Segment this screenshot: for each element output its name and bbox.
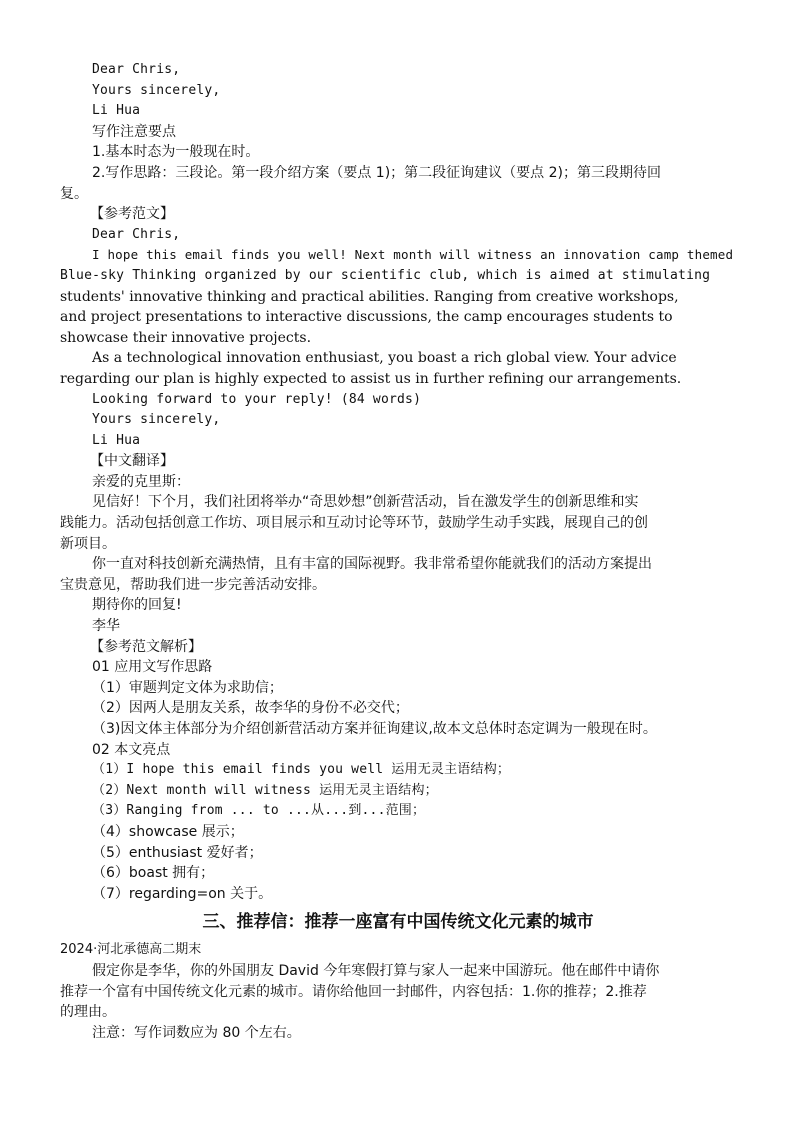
tips-title: 写作注意要点 <box>92 123 176 140</box>
highlight-item: （5）enthusiast 爱好者； <box>92 844 263 861</box>
sample-signoff: Yours sincerely, <box>92 412 221 428</box>
translation-closing: 期待你的回复! <box>92 597 182 614</box>
translation-p2-line-2: 宝贵意见，帮助我们进一步完善活动安排。 <box>60 576 326 593</box>
analysis-item: （1）审题判定文体为求助信； <box>92 679 283 696</box>
analysis-section-2-title: 02 本文亮点 <box>92 741 171 758</box>
sample-p1-line-1: I hope this email finds you well! Next month will witness an innovation camp themed <box>92 247 734 263</box>
section-3-heading: 三、推荐信：推荐一座富有中国传统文化元素的城市 <box>202 912 594 933</box>
task-note: 注意：写作词数应为 80 个左右。 <box>92 1024 301 1041</box>
highlight-item: （2）Next month will witness 运用无灵主语结构； <box>92 782 438 798</box>
exam-source: 2024·河北承德高二期末 <box>60 942 202 958</box>
highlight-item: （3）Ranging from ... to ...从...到...范围； <box>92 803 426 819</box>
sample-closing: Looking forward to your reply! (84 words) <box>92 391 422 407</box>
translation-label: 【中文翻译】 <box>90 453 174 470</box>
letter-greeting: Dear Chris, <box>92 62 181 77</box>
translation-p1-line-2: 践能力。活动包括创意工作坊、项目展示和互动讨论等环节，鼓励学生动手实践，展现自己的创 <box>60 515 648 532</box>
task-line-3: 的理由。 <box>60 1004 116 1021</box>
highlight-item: （7）regarding=on 关于。 <box>92 885 273 902</box>
analysis-item: （2）因两人是朋友关系，故李华的身份不必交代； <box>92 700 409 717</box>
analysis-item: （3)因文体主体部分为介绍创新营活动方案并征询建议,故本文总体时态定调为一般现在时。 <box>92 721 657 737</box>
sample-signature: Li Hua <box>92 432 141 448</box>
analysis-section-1-title: 01 应用文写作思路 <box>92 659 213 676</box>
sample-greeting: Dear Chris, <box>92 226 181 242</box>
sample-p2-line-2: regarding our plan is highly expected to assist us in further refining our arrangements. <box>60 370 682 387</box>
highlight-item: （4）showcase 展示； <box>92 823 244 840</box>
translation-p1-line-3: 新项目。 <box>60 535 116 552</box>
sample-p1-line-3: students' innovative thinking and practical abilities. Ranging from creative workshops, <box>60 288 679 305</box>
highlight-item: （1）I hope this email finds you well 运用无灵主语结构； <box>92 762 511 778</box>
sample-p1-line-2: Blue-sky Thinking organized by our scientific club, which is aimed at stimulating <box>60 267 711 283</box>
tip-2-line-1: 2.写作思路：三段论。第一段介绍方案（要点 1)；第二段征询建议（要点 2)；第三段期待回 <box>92 164 661 181</box>
tip-1: 1.基本时态为一般现在时。 <box>92 144 260 161</box>
letter-signoff: Yours sincerely, <box>92 82 221 98</box>
sample-label: 【参考范文】 <box>90 206 174 223</box>
letter-signature: Li Hua <box>92 103 141 119</box>
document-page <box>60 60 736 1043</box>
task-line-1: 假定你是李华，你的外国朋友 David 今年寒假打算与家人一起来中国游玩。他在邮件中请你 <box>92 962 660 979</box>
translation-greeting: 亲爱的克里斯： <box>92 473 190 490</box>
sample-p2-line-1: As a technological innovation enthusiast, you boast a rich global view. Your advice <box>92 350 677 367</box>
translation-p1-line-1: 见信好！下个月，我们社团将举办“奇思妙想”创新营活动，旨在激发学生的创新思维和实 <box>92 494 639 511</box>
task-line-2: 推荐一个富有中国传统文化元素的城市。请你给他回一封邮件，内容包括：1.你的推荐；2.推荐 <box>60 983 647 1000</box>
translation-signature: 李华 <box>92 618 120 635</box>
tip-2-line-2: 复。 <box>60 185 88 202</box>
translation-p2-line-1: 你一直对科技创新充满热情，且有丰富的国际视野。我非常希望你能就我们的活动方案提出 <box>92 556 652 573</box>
sample-p1-line-4: and project presentations to interactive discussions, the camp encourages students to <box>60 309 673 326</box>
highlight-item: （6）boast 拥有； <box>92 865 215 882</box>
analysis-label: 【参考范文解析】 <box>90 638 202 655</box>
sample-p1-line-5: showcase their innovative projects. <box>60 329 312 346</box>
